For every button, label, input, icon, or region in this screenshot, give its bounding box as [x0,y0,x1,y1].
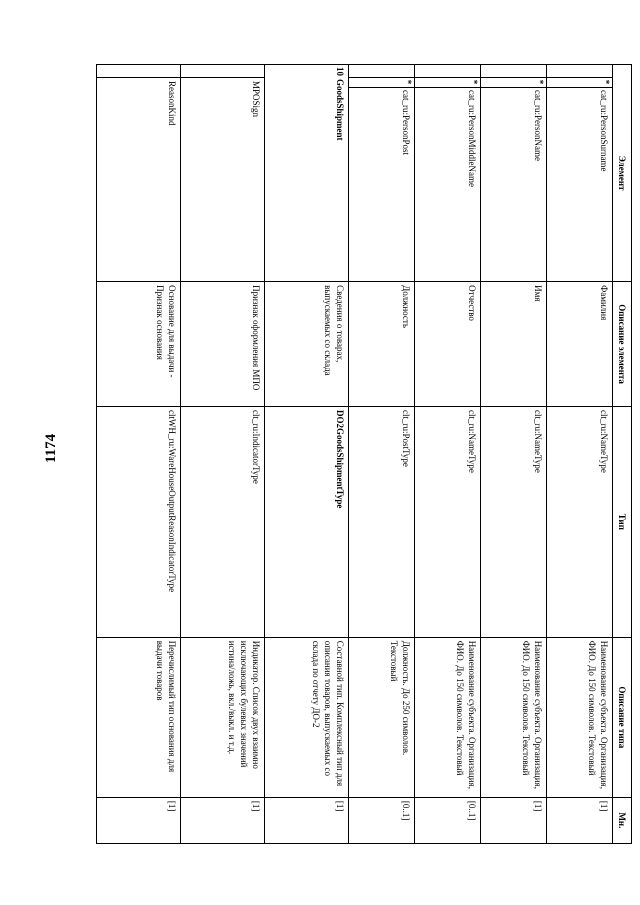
multiplicity: [1] [481,797,547,843]
marker-column [547,77,612,88]
type-description: Перечислимый тип основания для выдачи товаров [97,637,181,797]
page-number: 1174 [43,433,60,464]
element-description: Имя [481,282,547,407]
required-marker: * [601,79,611,85]
multiplicity: [1] [547,797,613,843]
table-header-row [613,65,632,844]
table-row [415,65,481,844]
element-name: cat_ru:PersonPost [401,90,411,155]
element-type: clt_ru:NameType [415,406,481,637]
element-name: cat_ru:PersonName [533,90,543,161]
marker-column [415,77,480,88]
element-name: ReasonKind [167,81,177,126]
spec-table [96,64,632,844]
element-type: clt_ru:IndicatorType [181,406,265,637]
element-name: cat_ru:PersonMiddleName [467,90,477,187]
multiplicity: [1] [97,797,181,843]
table-row [547,65,613,844]
element-cell [181,65,265,282]
type-description: Наименование субъекта. Организация, ФИО. До 150 символов. Текстовый [481,637,547,797]
element-type: clt_ru:PostType [349,406,415,637]
multiplicity: [0..1] [349,797,415,843]
table-row [265,65,349,844]
required-marker: * [535,79,545,85]
element-cell [415,65,481,282]
element-name: GoodsShipment [335,79,345,141]
indent-column [97,65,180,78]
table-row [349,65,415,844]
element-description: Должность [349,282,415,407]
element-type: clt_ru:NameType [481,406,547,637]
header-multiplicity: Мн. [613,797,632,843]
table-row [181,65,265,844]
element-type: clt_ru:NameType [547,406,613,637]
element-type: cltWH_ru:WareHouseOutputReasonIndicatorType [97,406,181,637]
multiplicity: [1] [265,797,349,843]
element-cell [265,65,349,282]
element-description: Основание для выдачи - Признак основания [97,282,181,407]
element-cell [97,65,181,282]
header-description: Описание элемента [613,282,632,407]
type-description: Индикатор. Список двух взаимно исключающих булевых значений истина/ложь, вкл./выкл. и т.д. [181,637,265,797]
type-description: Наименование субъекта. Организация, ФИО. До 150 символов. Текстовый [547,637,613,797]
header-element: Элемент [613,65,632,282]
element-name: cat_ru:PersonSurname [599,90,609,172]
multiplicity: [1] [181,797,265,843]
element-description: Отчество [415,282,481,407]
element-type: DO2GoodsShipmentType [265,406,349,637]
table-row [97,65,181,844]
element-cell [547,65,613,282]
type-description: Должность. До 250 символов. Текстовый [349,637,415,797]
indent-column [181,65,264,78]
element-cell [349,65,415,282]
required-marker: * [403,79,413,85]
multiplicity: [0..1] [415,797,481,843]
marker-column [481,77,546,88]
element-description: Фамилия [547,282,613,407]
spec-table-sheet [96,64,632,844]
marker-column [349,77,414,88]
type-description: Наименование субъекта. Организация, ФИО. До 150 символов. Текстовый [415,637,481,797]
header-type-description: Описание типа [613,637,632,797]
type-description: Составной тип. Комплексный тип для описания товаров, выпускаемых со склада по отчету ДО-2 [265,637,349,797]
header-type: Тип [613,406,632,637]
table-row [481,65,547,844]
element-cell [481,65,547,282]
element-name: MPOSign [251,81,261,118]
required-marker: * [469,79,479,85]
element-description: Сведения о товарах, выпускаемых со склада [265,282,349,407]
element-description: Признак оформления МПО [181,282,265,407]
row-number: 10 [335,67,345,76]
